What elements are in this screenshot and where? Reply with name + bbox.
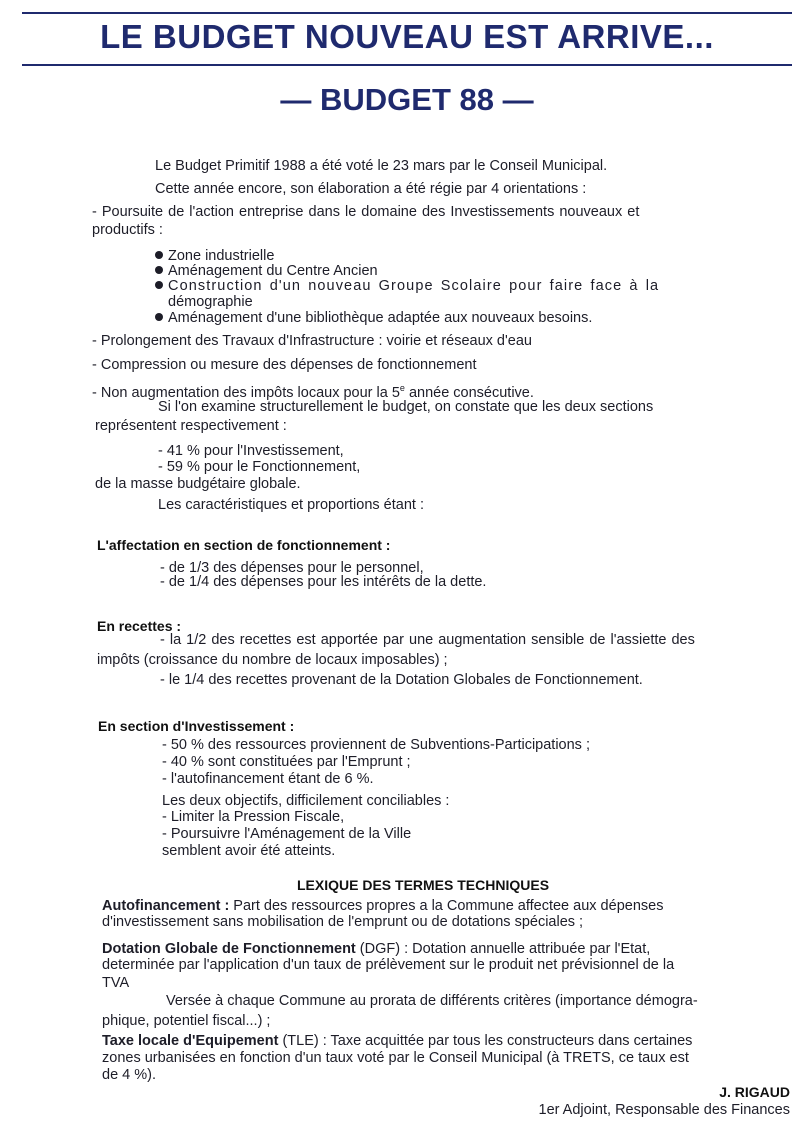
structure-caracteristiques: Les caractéristiques et proportions étant :	[158, 497, 424, 513]
bullet-text: Construction d'un nouveau Groupe Scolaire pour faire face à la	[168, 278, 660, 294]
structure-line-1: Si l'on examine structurellement le budget, on constate que les deux sections	[158, 399, 654, 415]
term-dgf: Dotation Globale de Fonctionnement	[102, 941, 356, 957]
objectifs-line-3: - Poursuivre l'Aménagement de la Ville	[162, 826, 412, 842]
objectifs-line-2: - Limiter la Pression Fiscale,	[162, 809, 345, 825]
page-subtitle: — BUDGET 88 —	[280, 82, 534, 117]
term-tle: Taxe locale d'Equipement	[102, 1033, 279, 1049]
bullet-text: Aménagement du Centre Ancien	[168, 263, 378, 279]
definition-text: (TLE) : Taxe acquittée par tous les constructeurs dans certaines	[278, 1033, 693, 1049]
bullet-item	[155, 310, 592, 327]
bullet-text: Aménagement d'une bibliothèque adaptée aux nouveaux besoins.	[168, 310, 593, 326]
lexique-tle-line-3: de 4 %).	[102, 1067, 156, 1083]
top-rule	[22, 12, 792, 14]
intro-line-2: Cette année encore, son élaboration a été régie par 4 orientations :	[155, 181, 587, 197]
objectifs-line-1: Les deux objectifs, difficilement conciliables :	[162, 793, 450, 809]
investissement-line-2: - 40 % sont constituées par l'Emprunt ;	[162, 754, 411, 770]
bullet-text: Zone industrielle	[168, 248, 275, 264]
section-heading-fonctionnement: L'affectation en section de fonctionnement :	[97, 537, 391, 553]
lexique-autofinancement-line-1	[102, 898, 663, 915]
lexique-tle-line-2: zones urbanisées en fonction d'un taux voté par le Conseil Municipal (à TRETS, ce taux est	[102, 1050, 689, 1066]
intro-line-1: Le Budget Primitif 1988 a été voté le 23 mars par le Conseil Municipal.	[155, 158, 608, 174]
page-title: LE BUDGET NOUVEAU EST ARRIVE...	[100, 18, 714, 55]
investissement-line-3: - l'autofinancement étant de 6 %.	[162, 771, 374, 787]
superscript: e	[399, 383, 405, 393]
lexique-heading: LEXIQUE DES TERMES TECHNIQUES	[297, 877, 550, 893]
lexique-dgf-line-1	[102, 941, 650, 958]
recettes-line-2: - le 1/4 des recettes provenant de la Dotation Globales de Fonctionnement.	[160, 672, 643, 688]
section-heading-recettes: En recettes :	[97, 618, 182, 634]
title-underline-rule	[22, 64, 792, 66]
orientation-1-line-2: productifs :	[92, 222, 163, 238]
orientation-1-line-1: - Poursuite de l'action entreprise dans le domaine des Investissements nouveaux et	[92, 204, 640, 220]
orientation-4-text: - Non augmentation des impôts locaux pour la 5	[92, 384, 400, 401]
fonctionnement-line-2: - de 1/4 des dépenses pour les intérêts de la dette.	[160, 574, 487, 590]
bullet-dot-icon	[155, 266, 163, 274]
orientation-2: - Prolongement des Travaux d'Infrastructure : voirie et réseaux d'eau	[92, 333, 532, 349]
signature-role: 1er Adjoint, Responsable des Finances	[538, 1102, 790, 1118]
bullet-continuation: démographie	[168, 294, 253, 310]
objectifs-line-4: semblent avoir été atteints.	[162, 843, 336, 859]
recettes-line-1a: - la 1/2 des recettes est apportée par une augmentation sensible de l'assiette des	[160, 632, 695, 648]
term-autofinancement: Autofinancement :	[102, 898, 230, 914]
definition-text: Part des ressources propres a la Commune affectee aux dépenses	[229, 898, 664, 914]
lexique-dgf-line-4: Versée à chaque Commune au prorata de différents critères (importance démogra-	[166, 993, 698, 1009]
signature-name: J. RIGAUD	[719, 1084, 790, 1100]
structure-line-2: représentent respectivement :	[95, 418, 287, 434]
bullet-item	[155, 278, 659, 295]
bullet-dot-icon	[155, 251, 163, 259]
bullet-dot-icon	[155, 313, 163, 321]
definition-text: (DGF) : Dotation annuelle attribuée par l'Etat,	[355, 941, 651, 957]
investissement-line-1: - 50 % des ressources proviennent de Subventions-Participations ;	[162, 737, 590, 753]
orientation-3: - Compression ou mesure des dépenses de fonctionnement	[92, 357, 477, 373]
fonctionnement-line-1: - de 1/3 des dépenses pour le personnel,	[160, 560, 424, 576]
lexique-autofinancement-line-2: d'investissement sans mobilisation de l'emprunt ou de dotations spéciales ;	[102, 914, 584, 930]
structure-fonctionnement: - 59 % pour le Fonctionnement,	[158, 459, 361, 475]
structure-investissement: - 41 % pour l'Investissement,	[158, 443, 344, 459]
lexique-dgf-line-3: TVA	[102, 975, 130, 991]
lexique-dgf-line-2: determinée par l'application d'un taux de prélèvement sur le produit net prévisionnel de la	[102, 957, 675, 973]
section-heading-investissement: En section d'Investissement :	[98, 718, 295, 734]
orientation-4-text-end: année consécutive.	[404, 384, 534, 401]
lexique-tle-line-1	[102, 1033, 692, 1050]
structure-masse: de la masse budgétaire globale.	[95, 476, 301, 492]
recettes-line-1b: impôts (croissance du nombre de locaux imposables) ;	[97, 652, 448, 668]
bullet-dot-icon	[155, 281, 163, 289]
lexique-dgf-line-5: phique, potentiel fiscal...) ;	[102, 1013, 271, 1029]
